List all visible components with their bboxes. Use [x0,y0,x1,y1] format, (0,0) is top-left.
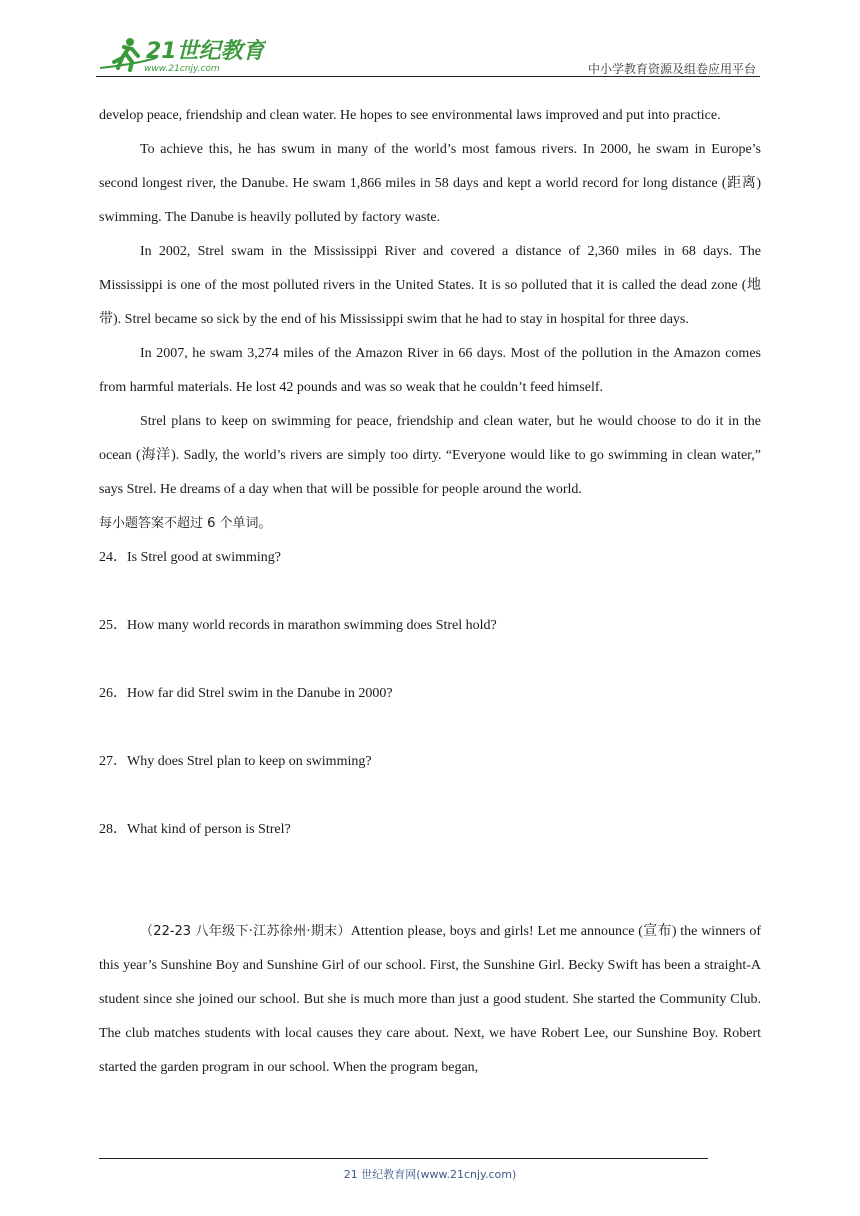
passage-paragraph: Strel plans to keep on swimming for peace, friendship and clean water, but he would choose to do it in the ocean (海洋). Sadly, the world’s rivers are simply too dirty. “Everyone would like to go swimming in clean water,” says Strel. He dreams of a day when that will be possible for people around the world. [99,414,761,497]
question-24: 24．Is Strel good at swimming? [99,550,281,565]
header-divider [96,76,760,77]
page-header [96,30,760,78]
answer-space [99,643,761,677]
question-25: 25．How many world records in marathon swimming does Strel hold? [99,618,497,633]
passage2-text: Attention please, boys and girls! Let me announce (宣布) the winners of this year’s Sunshine Boy and Sunshine Girl of our school. First, the Sunshine Girl. Becky Swift has been a straight-A student since she joined our school. But she is much more than just a good student. She started the Community Club. The club matches students with local causes they care about. Next, we have Robert Lee, our Sunshine Boy. Robert started the garden program in our school. When the program began, [99,924,761,1075]
section-gap [99,847,761,915]
logo-title: 21世纪教育 [146,39,265,64]
logo-url: www.21cnjy.com [144,64,220,74]
question-source: （22-23 八年级下·江苏徐州·期末） [140,924,351,939]
platform-name: 中小学教育资源及组卷应用平台 [587,62,756,76]
logo [96,34,266,74]
passage-paragraph: In 2002, Strel swam in the Mississippi River and covered a distance of 2,360 miles in 68 days. The Mississippi is one of the most polluted rivers in the United States. It is so polluted that it is called the dead zone (地带). Strel became so sick by the end of his Mississippi swim that he had to stay in hospital for three days. [99,244,761,327]
answer-space [99,711,761,745]
footer-link[interactable]: 21 世纪教育网(www.21cnjy.com) [343,1168,517,1181]
passage2-paragraph [99,915,761,1085]
answer-space [99,575,761,609]
instruction: 每小题答案不超过 6 个单词。 [99,516,272,531]
passage-paragraph: develop peace, friendship and clean water. He hopes to see environmental laws improved and put into practice. [99,108,721,123]
passage-paragraph: In 2007, he swam 3,274 miles of the Amazon River in 66 days. Most of the pollution in the Amazon comes from harmful materials. He lost 42 pounds and was so weak that he couldn’t feed himself. [99,346,761,395]
question-28: 28．What kind of person is Strel? [99,822,291,837]
passage-paragraph: To achieve this, he has swum in many of the world’s most famous rivers. In 2000, he swam in Europe’s second longest river, the Danube. He swam 1,866 miles in 58 days and kept a world record for long distance (距离) swimming. The Danube is heavily polluted by factory waste. [99,142,761,225]
question-27: 27．Why does Strel plan to keep on swimming? [99,754,372,769]
answer-space [99,779,761,813]
document-body [99,99,761,1085]
question-26: 26．How far did Strel swim in the Danube in 2000? [99,686,393,701]
footer-divider [99,1158,708,1159]
